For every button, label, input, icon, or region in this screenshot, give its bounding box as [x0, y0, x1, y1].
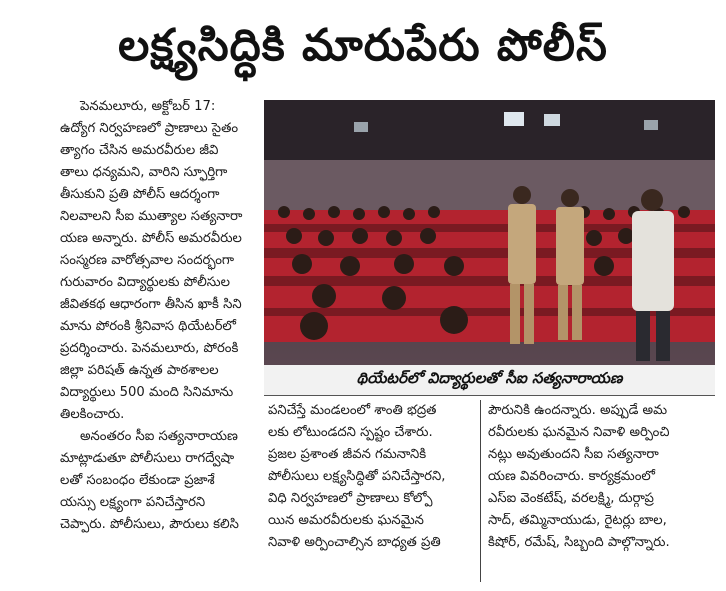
text-line: మాను పోరంకి శ్రీనివాస థియేటర్‌లో [60, 319, 237, 334]
text-line: ఉద్యోగ నిర్వహణలో ప్రాణాలు సైతం [60, 121, 239, 136]
text-line: లతో సంబంధం లేకుండా ప్రజాశే [60, 473, 215, 488]
column-divider [480, 400, 481, 582]
text-line: విద్యార్థులు 500 మంది సినిమాను [60, 385, 234, 400]
text-line: కిషోర్, రమేష్, సిబ్బంది పాల్గొన్నారు. [488, 535, 670, 550]
text-line: నివాళి అర్పించాల్సిన బాధ్యత ప్రతి [268, 535, 441, 550]
article-column-2 [268, 400, 474, 590]
text-line: లకు లోటుండదని స్పష్టం చేశారు. [268, 425, 433, 440]
text-line: పౌరునికి ఉందన్నారు. అప్పుడే అమ [488, 403, 668, 418]
article-column-1 [60, 96, 256, 588]
text-line: యిన అమరవీరులకు ఘనమైన [268, 513, 424, 528]
text-line: గురువారం విద్యార్థులకు పోలీసుల [60, 275, 230, 290]
text-line: తిలకించారు. [60, 407, 125, 422]
text-line: యస్సు లక్ష్యంగా పనిచేస్తారని [60, 495, 206, 510]
text-line: ఎస్ఐ వెంకటేష్, వరలక్ష్మి, దుర్గాప్ర [488, 491, 654, 506]
text-line: పనిచేస్తే మండలంలో శాంతి భద్రత [268, 403, 437, 418]
text-line: మాట్లాడుతూ పోలీసులు రాగద్వేషా [60, 451, 235, 466]
article-column-3 [488, 400, 720, 590]
photo-caption: థియేటర్‌లో విద్యార్థులతో సీఐ సత్యనారాయణ [356, 369, 623, 387]
text-line: యణ వివరించారు. కార్యక్రమంలో [488, 469, 656, 484]
text-line: ప్రజల ప్రశాంత జీవన గమనానికి [268, 447, 427, 462]
dateline: పెనమలూరు, అక్టోబర్ 17: [80, 99, 216, 114]
text-line: చెప్పారు. పోలీసులు, పౌరులు కలిసి [60, 517, 239, 532]
text-line: తాలు ధన్యమని, వారిని స్ఫూర్తిగా [60, 165, 228, 180]
text-line: నట్లు అవుతుందని సీఐ సత్యనారా [488, 447, 659, 462]
text-line: తీసుకుని ప్రతి పోలీస్ ఆదర్శంగా [60, 187, 220, 202]
text-line: యణ అన్నారు. పోలీస్ అమరవీరుల [60, 231, 242, 246]
photo-caption-bar [264, 365, 715, 396]
text-line: ప్రదర్శించారు. పెనమలూరు, పోరంకి [60, 341, 239, 356]
text-line: నిలవాలని సీఐ ముత్యాల సత్యనారా [60, 209, 243, 224]
article-headline: లక్ష్యసిద్ధికి మారుపేరు పోలీస్ [118, 20, 608, 71]
text-line: రవీరులకు ఘనమైన నివాళి అర్పించి [488, 425, 670, 440]
text-line: పోలీసులు లక్ష్యసిద్ధితో పనిచేస్తారని, [268, 469, 446, 484]
text-line: త్యాగం చేసిన అమరవీరుల జీవి [60, 143, 219, 158]
text-line: విధి నిర్వహణలో ప్రాణాలు కోల్పో [268, 491, 433, 506]
text-line: సంస్మరణ వారోత్సవాల సందర్భంగా [60, 253, 235, 268]
text-line: సాద్, తమ్మినాయుడు, రైటర్లు బాల, [488, 513, 667, 528]
text-line: జీవితకథ ఆధారంగా తీసిన ఖాకీ సిని [60, 297, 242, 312]
text-line: అనంతరం సీఐ సత్యనారాయణ [80, 429, 238, 444]
theatre-photo [264, 100, 715, 365]
text-line: జిల్లా పరిషత్ ఉన్నత పాఠశాలల [60, 363, 219, 378]
